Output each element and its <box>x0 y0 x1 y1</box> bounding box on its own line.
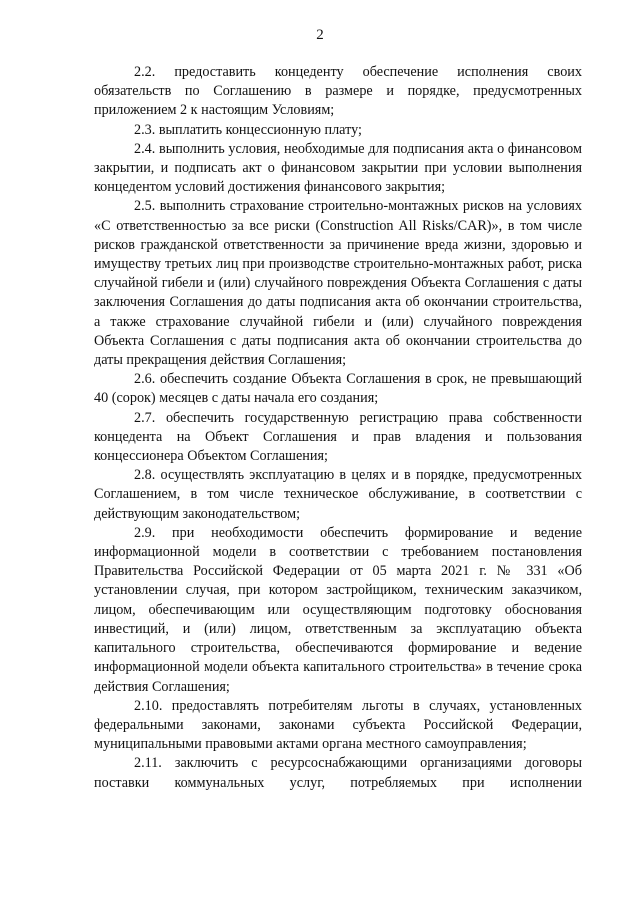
paragraph-2-11: 2.11. заключить с ресурсоснабжающими организациями договоры поставки коммунальных услуг, потребляемых при исполнении <box>94 755 582 791</box>
paragraph-2-2: 2.2. предоставить концеденту обеспечение исполнения своих обязательств по Соглашению в размере и порядке, предусмотренных приложением 2 к настоящим Условиям; <box>94 64 582 119</box>
paragraph-2-10: 2.10. предоставлять потребителям льготы в случаях, установленных федеральными законами, законами субъекта Российской Федерации, муниципальными правовыми актами органа местного самоуправления; <box>94 697 582 753</box>
paragraph-2-6: 2.6. обеспечить создание Объекта Соглашения в срок, не превышающий 40 (сорок) месяцев с даты начала его создания; <box>94 371 582 407</box>
paragraph-2-8: 2.8. осуществлять эксплуатацию в целях и в порядке, предусмотренных Соглашением, в том числе техническое обслуживание, в соответствии с действующим законодательством; <box>94 467 582 522</box>
paragraph-2-4: 2.4. выполнить условия, необходимые для подписания акта о финансовом закрытии, и подписать акт о финансовом закрытии при условии выполнения концедентом условий достижения финансового закрытия; <box>94 140 582 196</box>
paragraph-2-3: 2.3. выплатить концессионную плату; <box>134 121 362 138</box>
document-body <box>94 63 582 793</box>
paragraph-2-7: 2.7. обеспечить государственную регистрацию права собственности концедента на Объект Соглашения и прав владения и пользования концессионера Объектом Соглашения; <box>94 409 582 465</box>
paragraph-2-5: 2.5. выполнить страхование строительно-монтажных рисков на условиях «С ответственностью за все риски (Construction All Risks/CAR)», в том числе рисков гражданской ответственности за причинение вреда жизни, здоровью и имуществу третьих лиц при производстве строительно-монтажных работ, риска случайной гибели и (или) случайного повреждения Объекта Соглашения с даты заключения Соглашения до даты подписания акта об окончании строительства, а также страхование случайной гибели и (или) случайного повреждения Объекта Соглашения с даты подписания акта об окончании строительства до даты прекращения действия Соглашения; <box>94 198 582 369</box>
paragraph-2-9: 2.9. при необходимости обеспечить формирование и ведение информационной модели в соответствии с требованием постановления Правительства Российской Федерации от 05 марта 2021 г. № 331 «Об установлении случая, при котором застройщиком, техническим заказчиком, лицом, обеспечивающим или осуществляющим подготовку обоснования инвестиций, и (или) лицом, ответственным за эксплуатацию объекта капитального строительства, обеспечиваются формирование и ведение информационной модели объекта капитального строительства» в течение срока действия Соглашения; <box>94 524 582 695</box>
page-number: 2 <box>316 27 324 43</box>
